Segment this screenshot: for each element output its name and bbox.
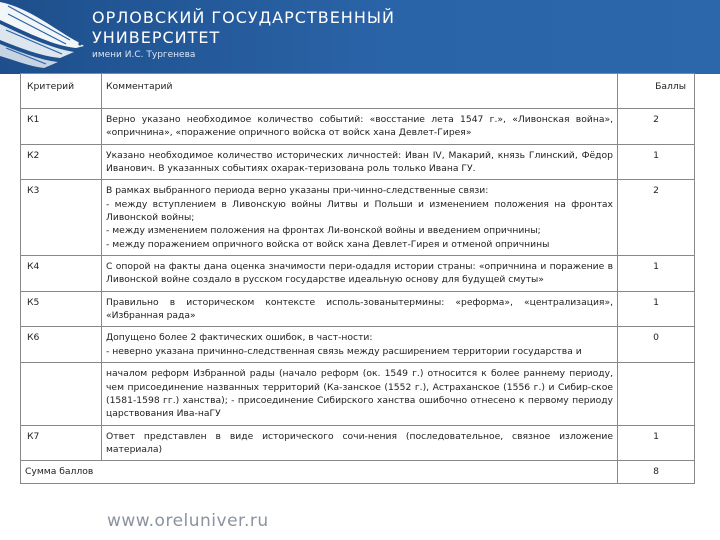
score-cell: 1 xyxy=(618,256,695,292)
sum-value: 8 xyxy=(618,461,695,483)
comment-intro: В рамках выбранного периода верно указаны при-чинно-следственные связи: xyxy=(106,185,489,197)
comment-cell xyxy=(102,327,618,363)
comment-item: - между вступлением в Ливонскую войны Литвы и Польши и изменением положения на фронтах Ливонской войны; xyxy=(106,198,613,224)
table-row xyxy=(21,144,695,180)
website-url[interactable]: www.oreluniver.ru xyxy=(107,511,269,531)
bird-wing-logo-icon xyxy=(0,0,88,74)
comment-item: - между изменением положения на фронтах Ли-вонской войны и введением опричнины; xyxy=(106,225,541,237)
university-name-line2: УНИВЕРСИТЕТ xyxy=(92,28,221,47)
comment-intro: Допущено более 2 фактических ошибок, в част-ности: xyxy=(106,332,373,344)
table-row xyxy=(21,363,695,425)
criterion-cell: К5 xyxy=(21,291,102,327)
comment-cell: Верно указано необходимое количество событий: «восстание лета 1547 г.», «Ливонская война», «опричнина», «поражение опричного войска от войск хана Девлет-Гирея» xyxy=(102,109,618,145)
score-cell: 1 xyxy=(618,425,695,461)
criterion-cell: К4 xyxy=(21,256,102,292)
comment-item: - между поражением опричного войска от войск хана Девлет-Гирея и отменой опричнины xyxy=(106,238,550,250)
table-row xyxy=(21,109,695,145)
score-cell-empty xyxy=(618,363,695,425)
criteria-table xyxy=(20,73,695,484)
sum-label: Сумма баллов xyxy=(21,461,618,483)
university-name-subtitle: имени И.С. Тургенева xyxy=(92,50,196,60)
comment-cell: Указано необходимое количество исторических личностей: Иван IV, Макарий, князь Глинский, Фёдор Иванович. В указанных событиях охарак-теризована роль только Ивана ГУ. xyxy=(102,144,618,180)
comment-cell: Правильно в историческом контексте исполь-зованытермины: «реформа», «централизация», «Избранная рада» xyxy=(102,291,618,327)
header-score: Баллы xyxy=(618,74,695,109)
comment-cell: Ответ представлен в виде исторического сочи-нения (последовательное, связное изложение материала) xyxy=(102,425,618,461)
comment-cell: С опорой на факты дана оценка значимости пери-одадля истории страны: «опричнина и поражение в Ливонской войне создало в русском государстве идеальную основу для будущей смуты» xyxy=(102,256,618,292)
table-row xyxy=(21,256,695,292)
sum-row xyxy=(21,461,695,483)
comment-continuation-cell: началом реформ Избранной рады (начало реформ (ок. 1549 г.) относится к более раннему периоду, чем присоединение названных территорий (Ка-занское (1552 г.), Астраханское (1556 г.) и Сибир-ское (1581-1598 гг.) ханства); - присоединение Сибирского ханства ошибочно отнесено к первому периоду царствования Ива-наГУ xyxy=(102,363,618,425)
criterion-cell: К1 xyxy=(21,109,102,145)
score-cell: 0 xyxy=(618,327,695,363)
score-cell: 1 xyxy=(618,291,695,327)
table-row xyxy=(21,327,695,363)
criterion-cell: К7 xyxy=(21,425,102,461)
university-name-line1: ОРЛОВСКИЙ ГОСУДАРСТВЕННЫЙ xyxy=(92,8,395,27)
score-cell: 1 xyxy=(618,144,695,180)
university-header xyxy=(0,0,720,74)
criterion-cell: К6 xyxy=(21,327,102,363)
criterion-cell-empty xyxy=(21,363,102,425)
header-criterion: Критерий xyxy=(21,74,102,109)
comment-item: - неверно указана причинно-следственная связь между расширением территории государства и xyxy=(106,345,582,357)
criterion-cell: К2 xyxy=(21,144,102,180)
table-row xyxy=(21,425,695,461)
header-comment: Комментарий xyxy=(102,74,618,109)
comment-cell xyxy=(102,180,618,256)
score-cell: 2 xyxy=(618,109,695,145)
score-cell: 2 xyxy=(618,180,695,256)
criterion-cell: К3 xyxy=(21,180,102,256)
table-row xyxy=(21,291,695,327)
table-row xyxy=(21,180,695,256)
table-header-row xyxy=(21,74,695,109)
